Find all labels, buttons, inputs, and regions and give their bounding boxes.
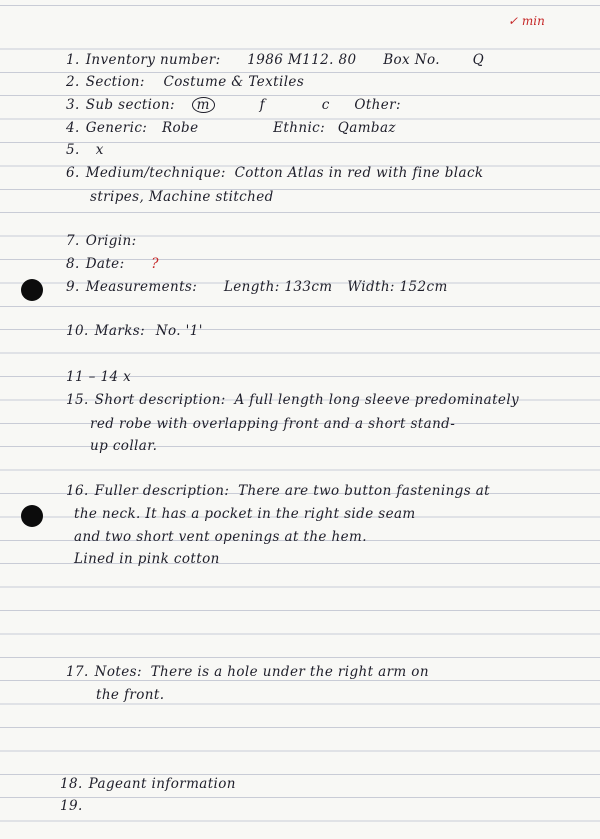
punch-hole-top (21, 279, 43, 301)
line-8-date: 8. Date: ? (66, 256, 159, 272)
line-3-subsection: 3. Sub section: m f c Other: (66, 97, 401, 113)
punch-hole-bottom (21, 505, 43, 527)
line-4-generic: 4. Generic: Robe Ethnic: Qambaz (66, 120, 396, 136)
line-11-14: 11 – 14 x (66, 369, 132, 385)
line-7-origin: 7. Origin: (66, 233, 137, 249)
line-17-continued: the front. (96, 687, 165, 703)
line-15-continued-1: red robe with overlapping front and a short stand- (90, 416, 456, 432)
line-6-medium: 6. Medium/technique: Cotton Atlas in red with fine black (66, 165, 484, 181)
line-18-pageant: 18. Pageant information (60, 776, 236, 792)
line-17-notes: 17. Notes: There is a hole under the right arm on (66, 664, 429, 680)
line-2-section: 2. Section: Costume & Textiles (66, 74, 305, 90)
line-16-continued-1: the neck. It has a pocket in the right side seam (74, 506, 416, 522)
line-16-fuller-description: 16. Fuller description: There are two button fastenings at (66, 483, 490, 499)
line-5: 5. x (66, 142, 104, 158)
line-6-continued: stripes, Machine stitched (90, 189, 274, 205)
corner-mark: ✓ min (508, 14, 545, 28)
line-16-continued-3: Lined in pink cotton (74, 551, 220, 567)
line-15-short-description: 15. Short description: A full length long sleeve predominately (66, 392, 520, 408)
line-10-marks: 10. Marks: No. '1' (66, 323, 203, 339)
line-15-continued-2: up collar. (90, 438, 158, 454)
line-19: 19. (60, 798, 83, 814)
line-1-inventory: 1. Inventory number: 1986 M112. 80 Box No. Q (66, 52, 485, 68)
date-query-mark: ? (151, 256, 159, 272)
line-16-continued-2: and two short vent openings at the hem. (74, 529, 367, 545)
line-9-measurements: 9. Measurements: Length: 133cm Width: 152cm (66, 279, 448, 295)
